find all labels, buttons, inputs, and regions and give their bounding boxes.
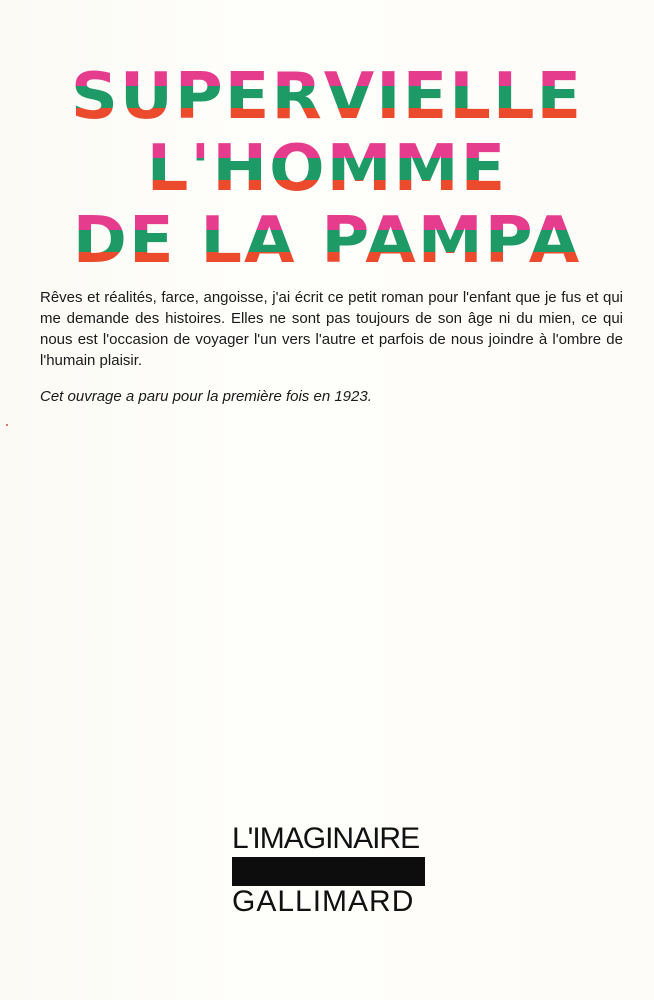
publisher-imprint (232, 823, 426, 918)
publication-note: Cet ouvrage a paru pour la première fois en 1923. (40, 388, 372, 405)
cover-title (0, 62, 654, 276)
series-name: L'IMAGINAIRE (232, 822, 420, 855)
book-title-line-1: L'HOMME (0, 134, 654, 204)
blurb-paragraph: Rêves et réalités, farce, angoisse, j'ai écrit ce petit roman pour l'enfant que je fus et qui me demande des histoires. Elles ne sont pas toujours de son âge ni du mien, ce qui nous est l'occasion de voyager l'un vers l'autre et parfois de nous joindre à l'ombre de l'humain plaisir. (40, 289, 623, 369)
print-speck (6, 424, 8, 426)
imprint-black-bar (232, 857, 425, 886)
book-title-line-2: DE LA PAMPA (0, 206, 654, 276)
author-name: SUPERVIELLE (0, 62, 654, 132)
publisher-name: GALLIMARD (232, 885, 415, 918)
